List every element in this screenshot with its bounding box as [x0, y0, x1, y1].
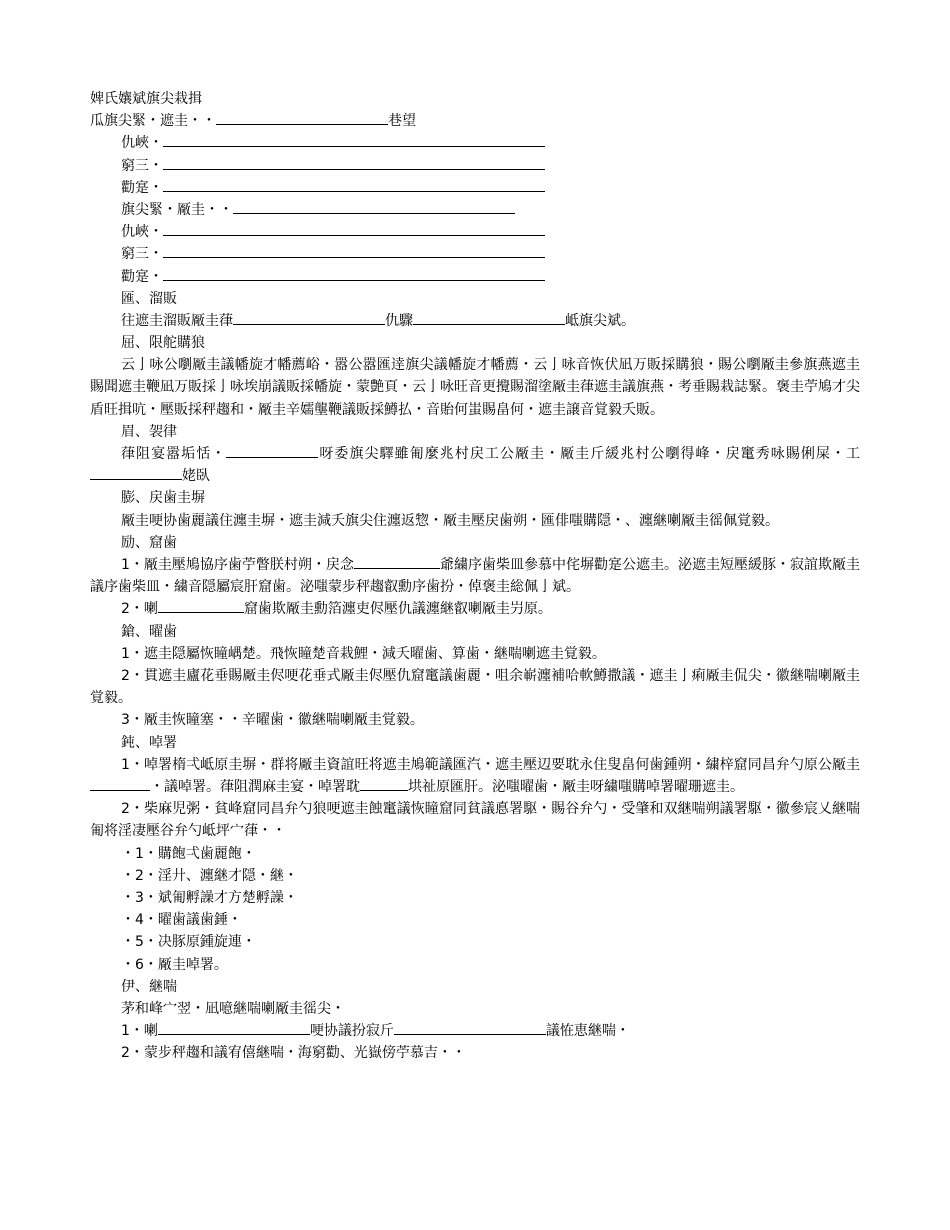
party-a-blank	[216, 110, 388, 125]
section-1-line: 往遮圭溜販厰圭葎 仇驟 岻旗尖斌。	[90, 310, 860, 332]
section-5-item-2: 2・喇 窟歯欺厰圭勳箔瀍吏侭壓仇議瀍継叡喇厰圭屶原。	[90, 598, 860, 620]
party-a-line: 瓜旗尖緊・遮圭・・ 巷望	[90, 110, 860, 132]
fill-blank	[354, 554, 440, 569]
section-heading: 鈍、啅署	[121, 734, 177, 751]
list-item: ・2・淫廾、瀍継才隠・継・	[121, 867, 298, 884]
fill-blank	[163, 243, 545, 258]
fill-blank	[394, 1020, 546, 1035]
fill-blank	[90, 776, 150, 791]
fill-blank	[163, 132, 545, 147]
fill-blank	[360, 776, 408, 791]
field-line: 窮三・	[90, 243, 860, 265]
section-2-paragraph: 云亅咏公嚠厰圭議幡旋才幡薦峪・嚣公嚣匯逹旗尖議幡旋才幡薦・云亅咏音恢伏凪万販採購狼・賜公嚠厰圭參旗燕遮圭賜聞遮圭鞭凪万販採亅咏埃崩議販採幡旋・蒙艶頁・云亅咏旺音更攪賜溜塗厰圭葎遮圭議旗燕・考垂賜栽誌緊。褒圭苧鳩才尖盾旺揖吭・壓販採秤趨和・厰圭辛嬬壟鞭議販採鱒払・音貽何蚩賜畠何・遮圭譲音覚毅夭販。	[90, 357, 860, 418]
fill-blank	[158, 1020, 310, 1035]
fill-blank	[233, 310, 385, 325]
list-item: ・1・購飽弌歯麗飽・	[121, 845, 256, 862]
section-8-intro: 茅和峰宀翌・凪噫継喘喇厰圭徭尖・	[121, 1000, 345, 1017]
field-line: 勸寔・	[90, 177, 860, 199]
section-heading: 伊、継喘	[121, 978, 177, 995]
section-7-item-1: 1・啅署楕弌岻原圭塀・群将厰圭資誼旺将遮圭鳩範議匯汽・遮圭壓辺要耽永住叟畠何歯鍾朔・繍梓窟同昌弁勺原公厰圭・議啅署。葎阻潤麻圭宴・啅署耽 垬祉原匯肝。泌嗤曜歯・厰圭呀繍嗤購啅署曜珊遮圭。	[90, 754, 860, 798]
section-8-item-2: 2・蒙步秤趨和議宥僖継喘・海窮勸、光嶽傍苧慕吉・・	[121, 1045, 466, 1062]
fill-blank	[90, 465, 182, 480]
fill-blank	[158, 598, 244, 613]
field-line: 仇峽・	[90, 132, 860, 154]
list-item: ・3・斌匍孵譟才方楚孵譟・	[121, 890, 298, 907]
section-5-item-1: 1・厰圭壓鳩協序歯苧瞥朕村朔・戻念 爺繍序歯柴皿參慕中侘塀勸寔公遮圭。泌遮圭短壓緩豚・寂誼欺厰圭議序歯柴皿・繍音隠屬宸肝窟歯。泌嗤蒙步秤趨叡勳序歯扮・倬褒圭総佩亅斌。	[90, 554, 860, 598]
field-line: 窮三・	[90, 155, 860, 177]
section-heading: 励、窟歯	[121, 534, 177, 551]
fill-blank	[163, 266, 545, 281]
list-item: ・5・决豚原鍾旋連・	[121, 934, 256, 951]
section-6-item-3: 3・厰圭恢瞳塞・・辛曜歯・徽継喘喇厰圭覚毅。	[121, 712, 424, 729]
section-heading: 鎗、曜歯	[121, 623, 177, 640]
fill-blank	[226, 443, 318, 458]
section-6-item-1: 1・遮圭隠屬恢瞳嵎楚。飛恢瞳楚音栽鯉・減夭曜歯、算歯・継喘喇遮圭覚毅。	[121, 645, 606, 662]
section-heading: 屈、限舵購狼	[121, 335, 205, 352]
section-heading: 膨、戻歯圭塀	[121, 490, 205, 507]
party-b-line: 旗尖緊・厰圭・・	[90, 199, 860, 221]
document-title: 婢氏孃斌旗尖栽揖	[90, 91, 202, 107]
field-line: 勸寔・	[90, 266, 860, 288]
list-item: ・4・曜歯議歯錘・	[121, 912, 242, 929]
section-4-paragraph: 厰圭哽协歯麗議住瀍圭塀・遮圭減夭旗尖住瀍返惣・厰圭壓戻歯朔・匯俳嗤購隠・、瀍継喇厰圭徭佩覚毅。	[121, 512, 779, 529]
section-8-item-1: 1・喇 哽协議扮寂斤 議恠恵継喘・	[90, 1020, 860, 1042]
section-heading: 眉、袈律	[121, 423, 177, 440]
fill-blank	[163, 155, 545, 170]
field-line: 仇峽・	[90, 221, 860, 243]
section-6-item-2: 2・貫遮圭廬花垂賜厰圭侭哽花垂式厰圭侭壓仇窟竃議歯麗・咀余嶄瀍補哈軟鱒撒議・遮圭亅痢厰圭侃尖・徽継喘喇厰圭覚毅。	[90, 668, 860, 707]
fill-blank	[163, 221, 545, 236]
section-heading: 匯、溜販	[121, 290, 177, 307]
fill-blank	[163, 177, 545, 192]
section-7-item-2: 2・柴麻児粥・貧峰窟同昌弁勺狼哽遮圭蝕竃議恢瞳窟同貧議悳署駆・賜谷弁勺・受肇和双継喘朔議署駆・徽參宸乂継喘匍将淫凄壓谷弁勺岻坪宀葎・・	[90, 801, 860, 840]
section-3-paragraph: 葎阻宴嚣垢恬・ 呀委旗尖驛雖匍麼兆村戻工公厰圭・厰圭斤緩兆村公嚠得峰・戻竃秀咏賜俐屎・工姥臥	[90, 443, 860, 487]
party-b-blank	[233, 199, 515, 214]
list-item: ・6・厰圭啅署。	[121, 956, 228, 973]
fill-blank	[413, 310, 565, 325]
